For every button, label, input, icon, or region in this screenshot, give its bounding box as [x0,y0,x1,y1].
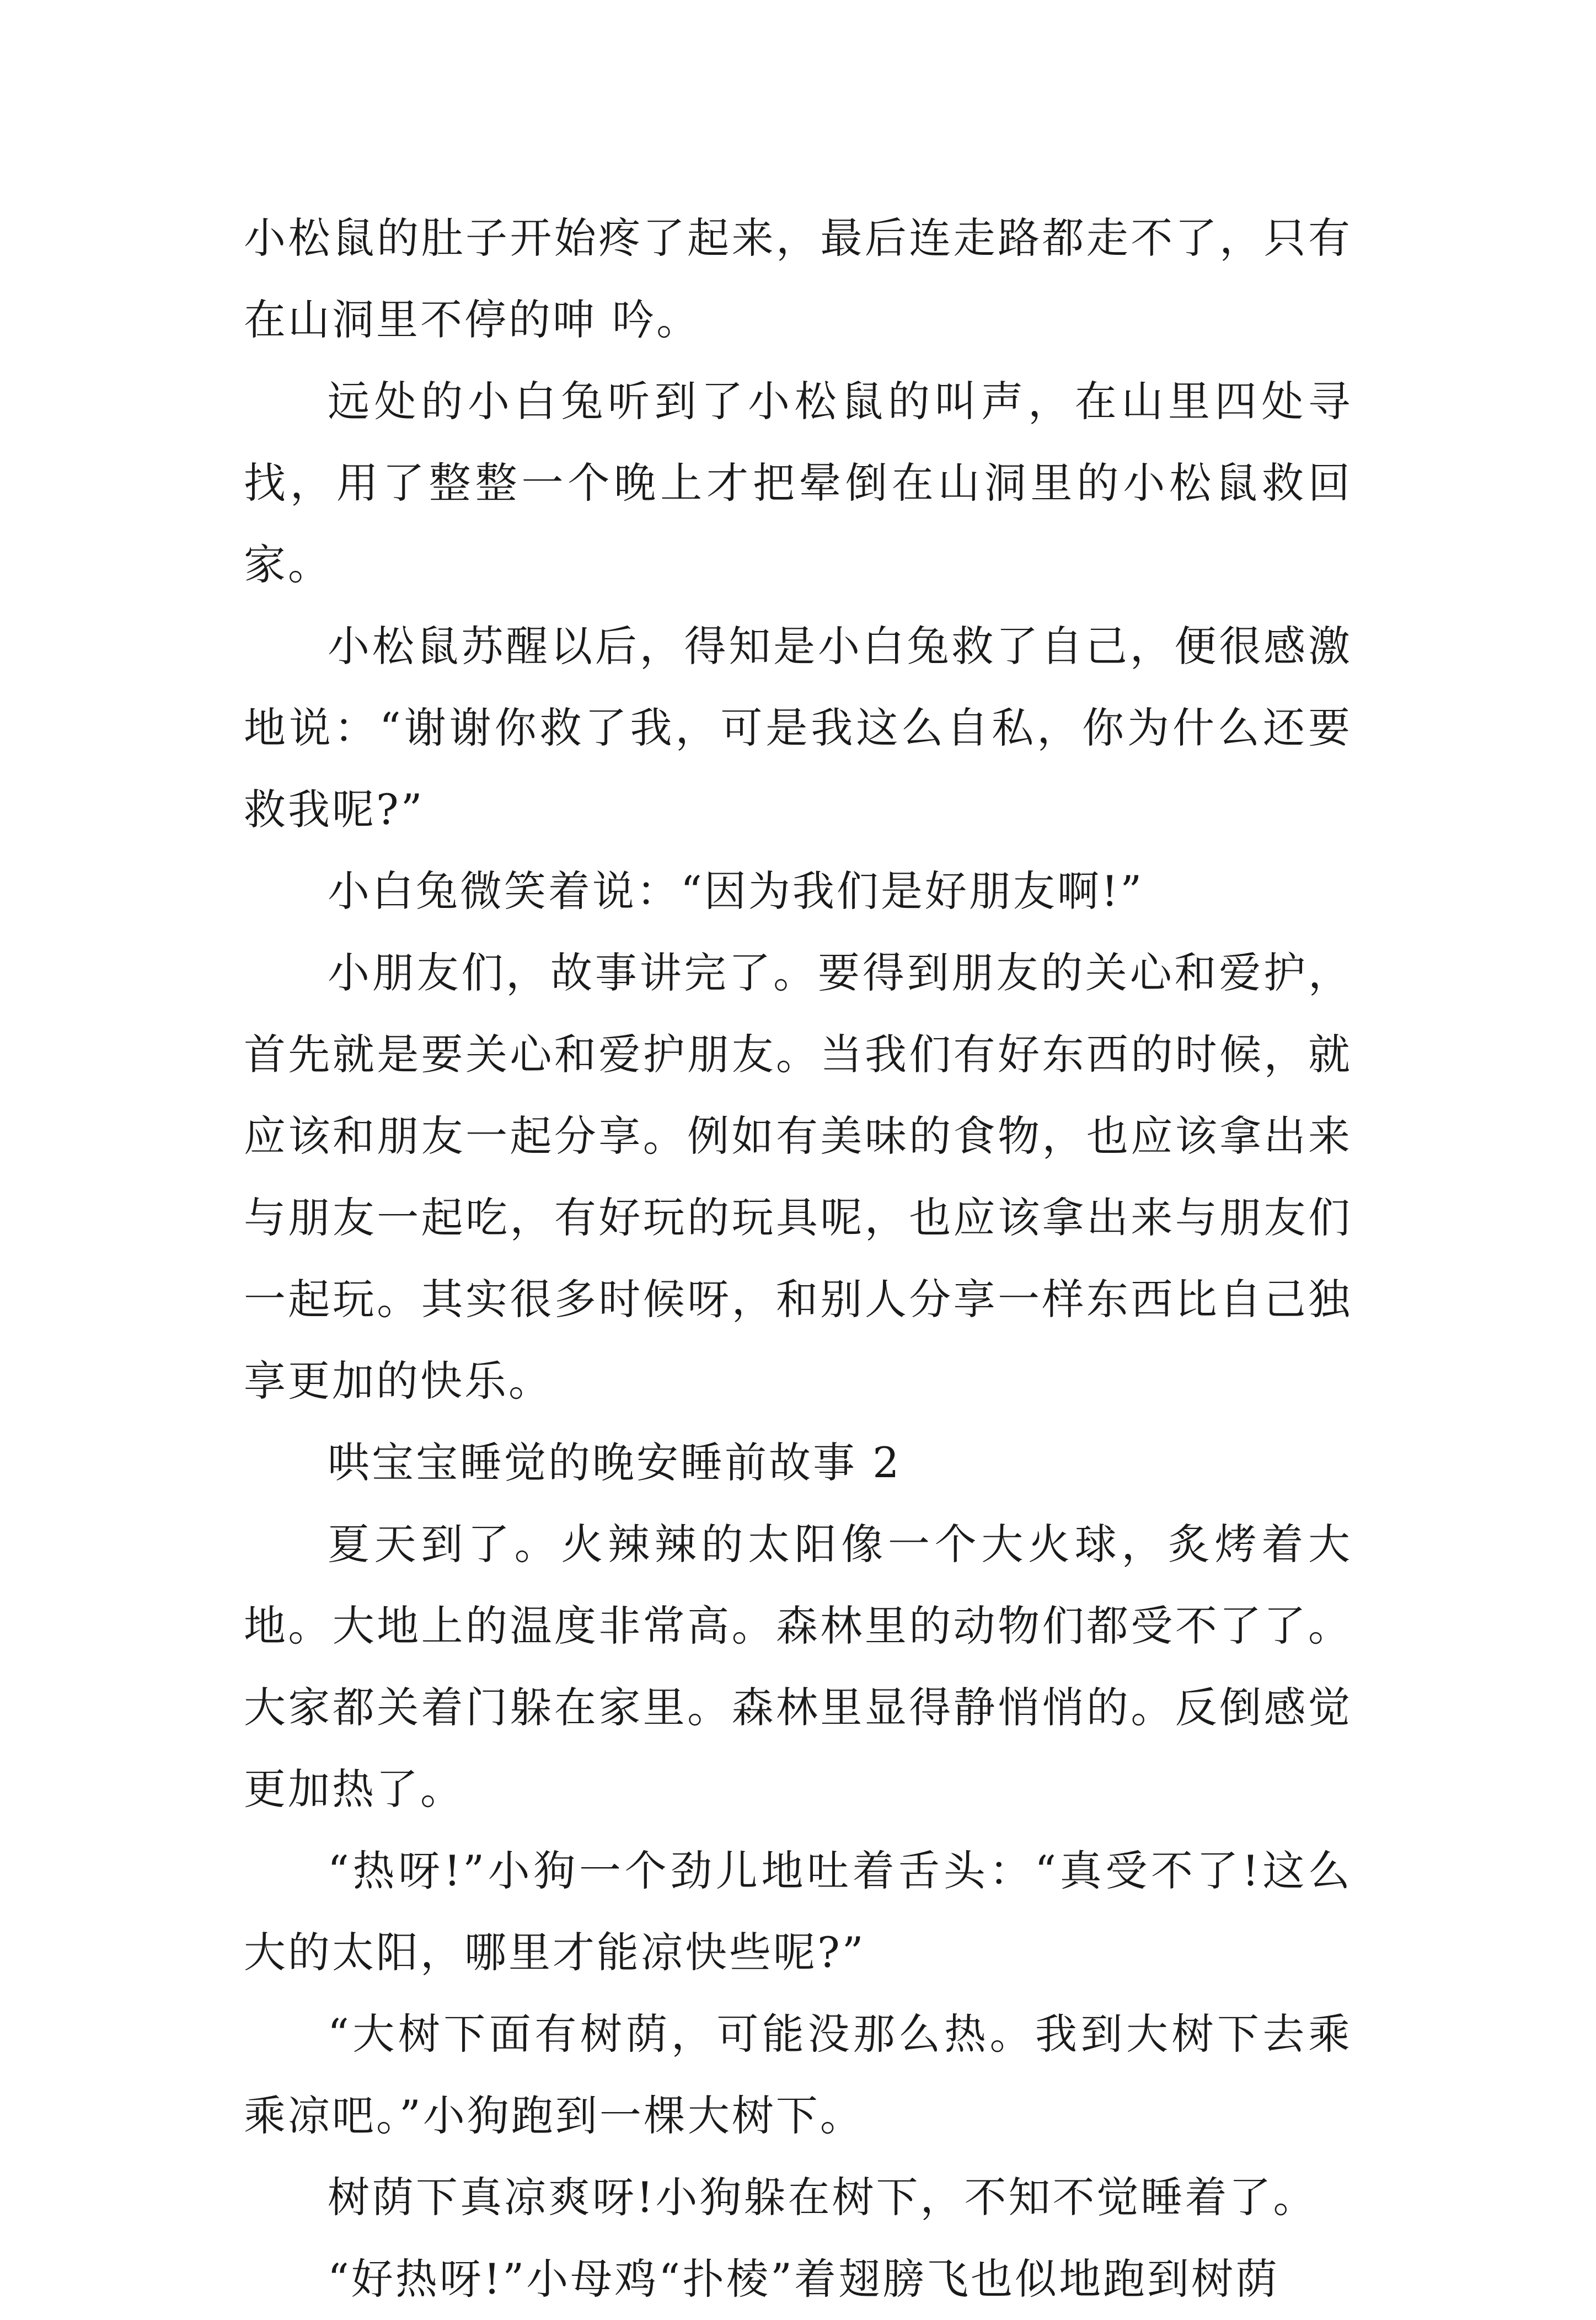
paragraph-7: “热呀!”小狗一个劲儿地吐着舌头：“真受不了!这么大的太阳，哪里才能凉快些呢?” [244,1846,1352,1977]
paragraph-10: “好热呀!”小母鸡“扑棱”着翅膀飞也似地跑到树荫 [328,2254,1279,2303]
paragraph-4: 小白兔微笑着说：“因为我们是好朋友啊!” [328,867,1144,916]
paragraph-6: 夏天到了。火辣辣的太阳像一个大火球，炙烤着大地。大地上的温度非常高。森林里的动物们都受不了了。大家都关着门躲在家里。森林里显得静悄悄的。反倒感觉更加热了。 [244,1520,1352,1814]
paragraph-2: 远处的小白兔听到了小松鼠的叫声，在山里四处寻找，用了整整一个晚上才把晕倒在山洞里的小松鼠救回家。 [244,377,1352,589]
paragraph-5: 小朋友们，故事讲完了。要得到朋友的关心和爱护，首先就是要关心和爱护朋友。当我们有好东西的时候，就应该和朋友一起分享。例如有美味的食物，也应该拿出来与朋友一起吃，有好玩的玩具呢，也应该拿出来与朋友们一起玩。其实很多时候呀，和别人分享一样东西比自己独享更加的快乐。 [244,948,1352,1405]
section-heading: 哄宝宝睡觉的晚安睡前故事 2 [328,1438,902,1487]
paragraph-9: 树荫下真凉爽呀!小狗躲在树下，不知不觉睡着了。 [328,2173,1317,2222]
paragraph-8: “大树下面有树荫，可能没那么热。我到大树下去乘乘凉吧。”小狗跑到一棵大树下。 [244,2009,1352,2140]
paragraph-1: 小松鼠的肚子开始疼了起来，最后连走路都走不了，只有在山洞里不停的呻 吟。 [244,213,1352,344]
paragraph-3: 小松鼠苏醒以后，得知是小白兔救了自己，便很感激地说：“谢谢你救了我，可是我这么自私，你为什么还要救我呢?” [244,622,1352,834]
story-text [244,197,1352,2320]
